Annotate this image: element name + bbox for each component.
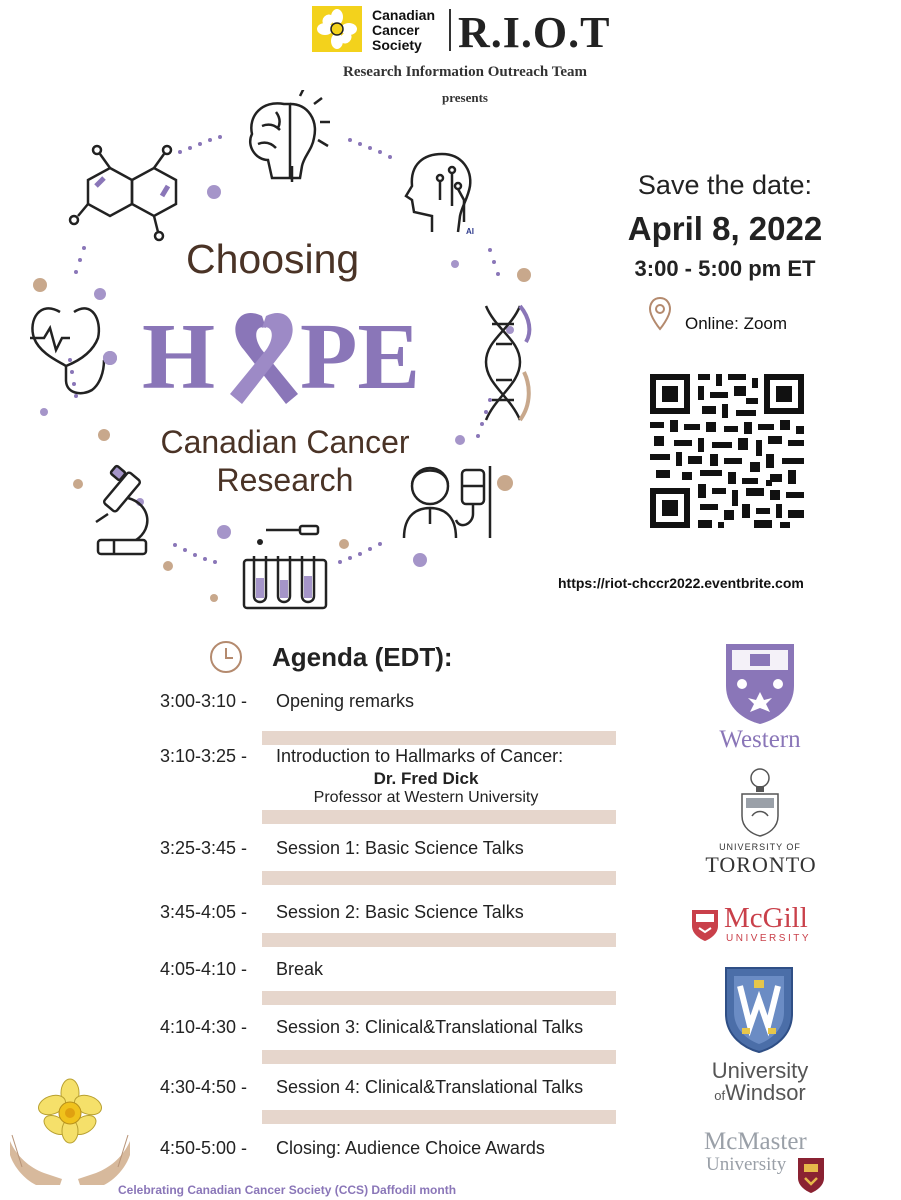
agenda-time-1: 3:00-3:10 -	[160, 691, 248, 711]
agenda-time-7: 4:30-4:50 -	[160, 1077, 248, 1097]
org-name-line-3: Society	[372, 37, 422, 53]
brain-lightbulb-icon	[250, 90, 330, 182]
mcmaster-logo-subtext: University	[706, 1154, 787, 1175]
agenda-divider-1	[262, 731, 616, 745]
windsor-crest-icon	[724, 966, 794, 1054]
choosing-title: Choosing	[186, 236, 360, 282]
agenda-title-4: Session 2: Basic Science Talks	[276, 902, 524, 922]
research-title-line-2: Research	[216, 462, 354, 498]
mcmaster-logo-text: McMaster	[704, 1128, 807, 1155]
agenda-title: Agenda (EDT):	[272, 642, 453, 672]
test-tubes-icon	[244, 526, 326, 608]
mcgill-logo-text: McGill	[724, 902, 808, 934]
daffodil-hands-icon	[10, 1075, 130, 1187]
molecule-icon	[70, 146, 176, 240]
agenda-divider-7	[262, 1110, 616, 1124]
toronto-crest-icon	[738, 768, 782, 838]
location-pin-icon	[648, 296, 672, 332]
agenda-time-2: 3:10-3:25 -	[160, 746, 248, 766]
event-time: 3:00 - 5:00 pm ET	[634, 256, 816, 281]
agenda-title-3: Session 1: Basic Science Talks	[276, 838, 524, 858]
mcmaster-crest-icon	[796, 1156, 826, 1194]
cancer-ribbon-icon	[230, 313, 298, 404]
agenda-divider-3	[262, 871, 616, 885]
event-location: Online: Zoom	[685, 314, 788, 333]
clock-icon	[209, 640, 243, 674]
windsor-logo-text-line-2	[700, 1080, 820, 1106]
agenda-divider-5	[262, 991, 616, 1005]
agenda-title-8: Closing: Audience Choice Awards	[276, 1138, 545, 1158]
ccs-org-name	[372, 8, 435, 53]
agenda-title-1: Opening remarks	[276, 691, 415, 711]
agenda-divider-4	[262, 933, 616, 947]
toronto-logo-text: TORONTO	[705, 852, 817, 877]
windsor-of-text: of	[714, 1088, 726, 1103]
header-divider	[449, 9, 451, 51]
mcgill-logo-subtext: UNIVERSITY	[726, 933, 812, 944]
event-date: April 8, 2022	[627, 210, 823, 247]
org-name-line-1: Canadian	[372, 7, 436, 23]
research-title-line-1: Canadian Cancer	[160, 424, 410, 460]
agenda-title-2: Introduction to Hallmarks of Cancer:	[276, 746, 564, 766]
hero-graphic	[0, 90, 600, 620]
agenda-divider-6	[262, 1050, 616, 1064]
event-url-link[interactable]: https://riot-chccr2022.eventbrite.com	[558, 575, 804, 591]
mcgill-crest-icon	[690, 908, 720, 942]
ai-label: AI	[466, 227, 474, 236]
riot-title: R.I.O.T	[458, 8, 611, 57]
microscope-icon	[96, 465, 147, 554]
daffodil-flower-icon	[36, 1079, 104, 1143]
agenda-time-3: 3:25-3:45 -	[160, 838, 248, 858]
agenda-time-8: 4:50-5:00 -	[160, 1138, 248, 1158]
windsor-name-text: Windsor	[725, 1080, 806, 1105]
speaker-role: Professor at Western University	[313, 789, 539, 806]
ccs-daffodil-logo	[312, 6, 362, 52]
agenda-time-5: 4:05-4:10 -	[160, 959, 248, 979]
agenda-time-6: 4:10-4:30 -	[160, 1017, 248, 1037]
ai-head-icon	[406, 154, 470, 232]
agenda-title-5: Break	[276, 959, 324, 979]
stethoscope-icon	[30, 308, 117, 393]
windsor-logo-text-line-1: University	[711, 1058, 809, 1083]
agenda-title-6: Session 3: Clinical&Translational Talks	[276, 1017, 584, 1037]
toronto-logo-small-text: UNIVERSITY OF	[719, 842, 801, 852]
western-logo-text: Western	[719, 726, 801, 753]
western-crest-icon	[724, 642, 796, 726]
org-name-line-2: Cancer	[372, 22, 420, 38]
hope-title	[142, 305, 420, 409]
agenda-divider-2	[262, 810, 616, 824]
footer-daffodil-month: Celebrating Canadian Cancer Society (CCS) Daffodil month	[118, 1183, 457, 1197]
agenda-title-7: Session 4: Clinical&Translational Talks	[276, 1077, 584, 1097]
presents-label: presents	[442, 90, 488, 105]
agenda-time-4: 3:45-4:05 -	[160, 902, 248, 922]
riot-subtitle: Research Information Outreach Team	[342, 64, 587, 80]
dna-icon	[486, 306, 529, 420]
hope-letters-pe: PE	[300, 305, 421, 409]
speaker-name: Dr. Fred Dick	[373, 769, 479, 788]
save-the-date-label: Save the date:	[637, 170, 813, 200]
hope-letter-h: H	[142, 305, 216, 409]
qr-code[interactable]	[646, 370, 808, 532]
daffodil-logo-icon	[312, 6, 362, 52]
